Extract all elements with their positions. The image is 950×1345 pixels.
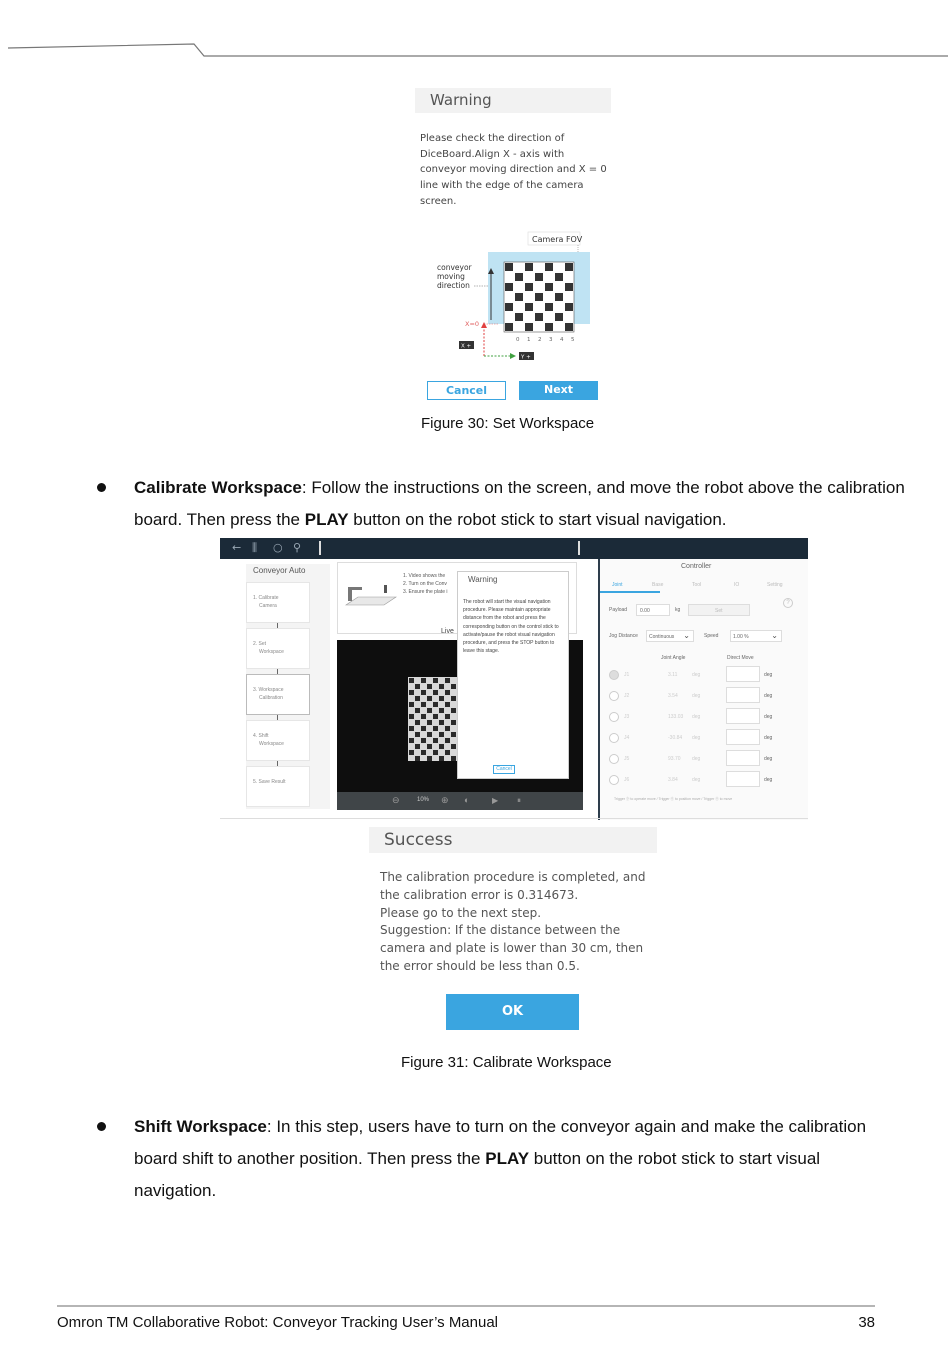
figure31-caption: Figure 31: Calibrate Workspace <box>401 1054 612 1071</box>
joint-angle-value: -30.84 <box>668 735 683 741</box>
toolbar-divider <box>578 541 580 555</box>
joint-name: J2 <box>624 693 630 699</box>
payload-value: 0.00 <box>640 608 650 614</box>
conveyor-illustration-icon <box>344 583 400 613</box>
conveyor-label-line3: direction <box>437 281 470 290</box>
sliders-icon[interactable]: ⫼ <box>252 541 258 554</box>
joint-select-radio[interactable] <box>609 670 619 680</box>
checker-square <box>545 283 553 291</box>
play-icon[interactable]: ▶ <box>492 796 499 805</box>
toolbar-divider <box>319 541 321 555</box>
plate-square <box>433 714 438 719</box>
tick-label: 2 <box>538 337 542 343</box>
calibrate-text-1: : Follow the instructions on the screen, and move the robot above the calibration board. Then press the <box>134 478 905 529</box>
direct-move-input[interactable] <box>726 729 760 745</box>
camera-fov-label: Camera FOV <box>532 235 583 244</box>
circle-icon[interactable]: ○ <box>273 541 283 554</box>
joint-angle-value: 133.03 <box>668 714 684 720</box>
checker-square <box>505 283 513 291</box>
ok-button[interactable]: OK <box>446 994 579 1030</box>
plate-square <box>445 702 450 707</box>
plate-square <box>427 720 432 725</box>
joint-select-radio[interactable] <box>609 733 619 743</box>
x-plus-label: X + <box>461 343 472 350</box>
step-save-result[interactable] <box>246 766 310 807</box>
joint-select-radio[interactable] <box>609 691 619 701</box>
instruction-line: 3. Ensure the plate i <box>403 589 448 595</box>
checker-square <box>565 283 573 291</box>
plate-square <box>421 690 426 695</box>
checker-square <box>565 263 573 271</box>
step-label: 5. Save Result <box>253 779 286 785</box>
direct-move-unit: deg <box>764 777 773 783</box>
joint-angle-unit: deg <box>692 672 701 678</box>
plate-square <box>433 702 438 707</box>
tab-tool[interactable]: Tool <box>692 582 702 588</box>
x0-label: X=0 <box>465 320 480 328</box>
plate-square <box>451 756 456 761</box>
success-line: The calibration procedure is completed, and <box>380 870 646 884</box>
shift-text-1: : In this step, users have to turn on the conveyor again and make the calibration board shift to another position. Then press the <box>134 1117 867 1168</box>
plate-square <box>445 678 450 683</box>
tick-labels <box>516 337 575 343</box>
controller-title: Controller <box>681 563 712 570</box>
header-rule <box>8 40 948 62</box>
plate-square <box>421 678 426 683</box>
plate-square <box>433 738 438 743</box>
tab-io[interactable]: IO <box>734 582 740 588</box>
joint-name: J4 <box>624 735 630 741</box>
joint-angle-unit: deg <box>692 756 701 762</box>
plate-square <box>409 750 414 755</box>
calibrate-play-term: PLAY <box>304 510 349 529</box>
plate-square <box>415 696 420 701</box>
direct-move-unit: deg <box>764 714 773 720</box>
plate-square <box>427 684 432 689</box>
plate-square <box>421 750 426 755</box>
plate-square <box>445 714 450 719</box>
plate-square <box>433 726 438 731</box>
plate-square <box>439 732 444 737</box>
joint-angle-unit: deg <box>692 693 701 699</box>
checkerboard <box>504 262 574 332</box>
y-plus-label: Y + <box>521 354 531 361</box>
plate-square <box>439 756 444 761</box>
plate-square <box>451 732 456 737</box>
step-label: Camera <box>259 603 277 609</box>
set-label: Set <box>715 608 723 614</box>
instruction-text <box>403 572 447 596</box>
footer-rule <box>57 1305 875 1307</box>
warning-dialog-title: Warning <box>430 91 492 109</box>
payload-input[interactable] <box>636 604 670 616</box>
checker-square <box>525 303 533 311</box>
instruction-line: 1. Video shows the <box>403 573 446 579</box>
jog-distance-value: Continuous <box>649 634 675 640</box>
plate-square <box>445 750 450 755</box>
set-payload-button[interactable] <box>688 604 750 616</box>
live-label: Live <box>441 628 454 635</box>
payload-unit: kg <box>675 607 681 613</box>
plate-square <box>433 678 438 683</box>
zoom-out-icon[interactable]: ⊖ <box>392 795 400 805</box>
checker-square <box>555 293 563 301</box>
checker-square <box>535 273 543 281</box>
payload-label: Payload <box>609 607 628 613</box>
shift-play-term: PLAY <box>485 1149 530 1168</box>
success-line: Please go to the next step. <box>380 905 542 920</box>
contrast-icon[interactable]: ◐ <box>464 795 470 805</box>
plate-square <box>439 744 444 749</box>
speed-label: Speed <box>704 633 719 639</box>
step-label: Calibration <box>259 695 283 701</box>
joint-angle-value: 3.54 <box>668 693 678 699</box>
plate-square <box>409 738 414 743</box>
joint-select-radio[interactable] <box>609 712 619 722</box>
help-icon[interactable]: ? <box>783 598 793 608</box>
bullet-dot <box>97 1122 106 1131</box>
checker-square <box>565 323 573 331</box>
figure-divider <box>220 818 808 819</box>
joint-angle-unit: deg <box>692 714 701 720</box>
direct-move-unit: deg <box>764 693 773 699</box>
direct-move-unit: deg <box>764 672 773 678</box>
plate-square <box>421 714 426 719</box>
joint-angle-value: 3.84 <box>668 777 678 783</box>
step-label: 4. Shift <box>253 733 269 739</box>
plate-square <box>439 684 444 689</box>
tick-label: 4 <box>560 337 564 343</box>
plate-square <box>409 702 414 707</box>
zoom-level: 10% <box>417 797 430 803</box>
plate-square <box>427 708 432 713</box>
plate-square <box>439 696 444 701</box>
plate-square <box>415 720 420 725</box>
step-label: 3. Workspace <box>253 687 284 693</box>
trigger-note: Trigger ⓪ to operate move / Trigger ⓪ to position move / Trigger ⓪ to move <box>614 797 733 801</box>
direct-move-input[interactable] <box>726 771 760 787</box>
instruction-line: 2. Turn on the Conv <box>403 581 447 587</box>
plate-square <box>427 732 432 737</box>
cancel-button[interactable]: Cancel <box>427 381 506 400</box>
app-topbar <box>220 538 808 559</box>
step-shift-workspace[interactable] <box>246 720 310 761</box>
chevron-down-icon: ⌄ <box>771 631 778 640</box>
plate-square <box>415 708 420 713</box>
camera-fov-diagram <box>430 230 600 365</box>
checker-square <box>535 313 543 321</box>
plate-square <box>433 690 438 695</box>
step-calibrate-camera[interactable] <box>246 582 310 623</box>
success-line: camera and plate is lower than 30 cm, then <box>380 941 644 956</box>
joint-select-radio[interactable] <box>609 775 619 785</box>
plate-square <box>451 708 456 713</box>
plate-square <box>409 690 414 695</box>
back-arrow-icon[interactable]: ← <box>232 541 242 554</box>
calibrate-text-2: button on the robot stick to start visual navigation. <box>348 510 727 529</box>
checker-square <box>505 303 513 311</box>
plate-square <box>415 684 420 689</box>
checker-square <box>505 323 513 331</box>
direct-move-unit: deg <box>764 735 773 741</box>
plate-square <box>451 696 456 701</box>
step-label: 2. Set <box>253 641 267 647</box>
joint-name: J6 <box>624 777 630 783</box>
direct-move-unit: deg <box>764 756 773 762</box>
mini-cancel-button[interactable]: Cancel <box>493 765 515 774</box>
plate-square <box>415 756 420 761</box>
checker-square <box>555 313 563 321</box>
plate-square <box>409 714 414 719</box>
direct-move-header: Direct Move <box>727 655 754 661</box>
plate-square <box>445 726 450 731</box>
jog-distance-select[interactable] <box>646 630 694 642</box>
conveyor-label-line1: conveyor <box>437 263 472 272</box>
plate-square <box>421 702 426 707</box>
checker-square <box>545 303 553 311</box>
active-tab-indicator <box>600 591 660 593</box>
tab-joint[interactable]: Joint <box>612 582 623 588</box>
mini-warning-message: The robot will start the visual navigation procedure. Please maintain appropriate distance from the robot and press the corresponding button on the control stick to activate/pause the robot visual navigation procedure, and press the STOP button to leave this stage. <box>463 599 559 655</box>
plate-square <box>445 690 450 695</box>
direct-move-input[interactable] <box>726 750 760 766</box>
figure30-caption: Figure 30: Set Workspace <box>421 415 595 432</box>
plate-square <box>415 732 420 737</box>
checker-square <box>535 293 543 301</box>
next-button[interactable]: Next <box>519 381 598 400</box>
checker-square <box>515 273 523 281</box>
calibrate-workspace-term: Calibrate Workspace <box>134 478 302 497</box>
video-control-bar <box>337 792 583 810</box>
direct-move-input[interactable] <box>726 666 760 682</box>
warning-dialog-message: Please check the direction of DiceBoard.Align X - axis with conveyor moving direction and X = 0 line with the edge of the camera screen. <box>420 133 607 207</box>
tick-label: 1 <box>527 337 531 343</box>
mini-warning-title: Warning <box>468 575 498 584</box>
checker-square <box>525 283 533 291</box>
checker-square <box>505 263 513 271</box>
checker-square <box>555 273 563 281</box>
speed-value: 1.00 % <box>733 634 749 640</box>
joint-angle-unit: deg <box>692 735 701 741</box>
plate-square <box>433 750 438 755</box>
speed-select[interactable] <box>730 630 782 642</box>
plate-square <box>427 744 432 749</box>
shift-workspace-paragraph <box>134 1111 904 1207</box>
success-line: Suggestion: If the distance between the <box>380 923 621 938</box>
tab-setting[interactable]: Setting <box>767 582 783 588</box>
tick-label: 0 <box>516 337 520 343</box>
joint-angle-value: 3.11 <box>668 672 678 678</box>
tab-base[interactable]: Base <box>652 582 664 588</box>
shift-workspace-term: Shift Workspace <box>134 1117 267 1136</box>
joint-name: J5 <box>624 756 630 762</box>
shift-text-2: button on the robot stick to start visual navigation. <box>134 1149 821 1200</box>
checker-square <box>525 323 533 331</box>
plate-square <box>427 756 432 761</box>
success-dialog-title: Success <box>384 830 453 850</box>
plate-square <box>451 684 456 689</box>
plate-square <box>439 720 444 725</box>
step-label: Workspace <box>259 649 284 655</box>
checker-square <box>515 313 523 321</box>
footer-title: Omron TM Collaborative Robot: Conveyor Tracking User’s Manual <box>57 1314 499 1331</box>
steps-panel-title: Conveyor Auto <box>253 566 306 575</box>
checker-square <box>545 263 553 271</box>
plate-square <box>439 708 444 713</box>
direct-move-input[interactable] <box>726 687 760 703</box>
plate-square <box>421 738 426 743</box>
step-label: 1. Calibrate <box>253 595 279 601</box>
checker-square <box>525 263 533 271</box>
calibration-plate-image <box>408 677 464 761</box>
tick-label: 3 <box>549 337 553 343</box>
success-line: the calibration error is 0.314673. <box>380 887 579 902</box>
plate-square <box>427 696 432 701</box>
plate-square <box>445 738 450 743</box>
checker-square <box>565 303 573 311</box>
direct-move-input[interactable] <box>726 708 760 724</box>
plate-square <box>421 726 426 731</box>
step-label: Workspace <box>259 741 284 747</box>
joint-select-radio[interactable] <box>609 754 619 764</box>
plate-square <box>409 678 414 683</box>
success-dialog-message <box>380 869 670 976</box>
joint-name: J1 <box>624 672 630 678</box>
step-workspace-calibration[interactable] <box>246 674 310 715</box>
chevron-down-icon: ⌄ <box>683 631 690 640</box>
joint-angle-value: 93.70 <box>668 756 681 762</box>
success-line: the error should be less than 0.5. <box>380 958 580 973</box>
joint-angle-header: Joint Angle <box>661 655 686 661</box>
jog-distance-label: Jog Distance <box>609 633 638 639</box>
checker-square <box>545 323 553 331</box>
step-set-workspace[interactable] <box>246 628 310 669</box>
joint-angle-unit: deg <box>692 777 701 783</box>
conveyor-label-line2: moving <box>437 272 465 281</box>
plate-square <box>451 720 456 725</box>
location-pin-icon[interactable]: ⚲ <box>293 541 302 554</box>
calibrate-workspace-paragraph <box>134 472 914 536</box>
checker-square <box>515 293 523 301</box>
joint-name: J3 <box>624 714 630 720</box>
tick-label: 5 <box>571 337 575 343</box>
zoom-in-icon[interactable]: ⊕ <box>441 795 449 805</box>
page-number: 38 <box>858 1314 875 1331</box>
plate-square <box>415 744 420 749</box>
controller-panel <box>598 559 808 820</box>
bullet-dot <box>97 483 106 492</box>
pause-icon[interactable]: ⏸ <box>517 796 521 805</box>
plate-square <box>451 744 456 749</box>
plate-square <box>409 726 414 731</box>
